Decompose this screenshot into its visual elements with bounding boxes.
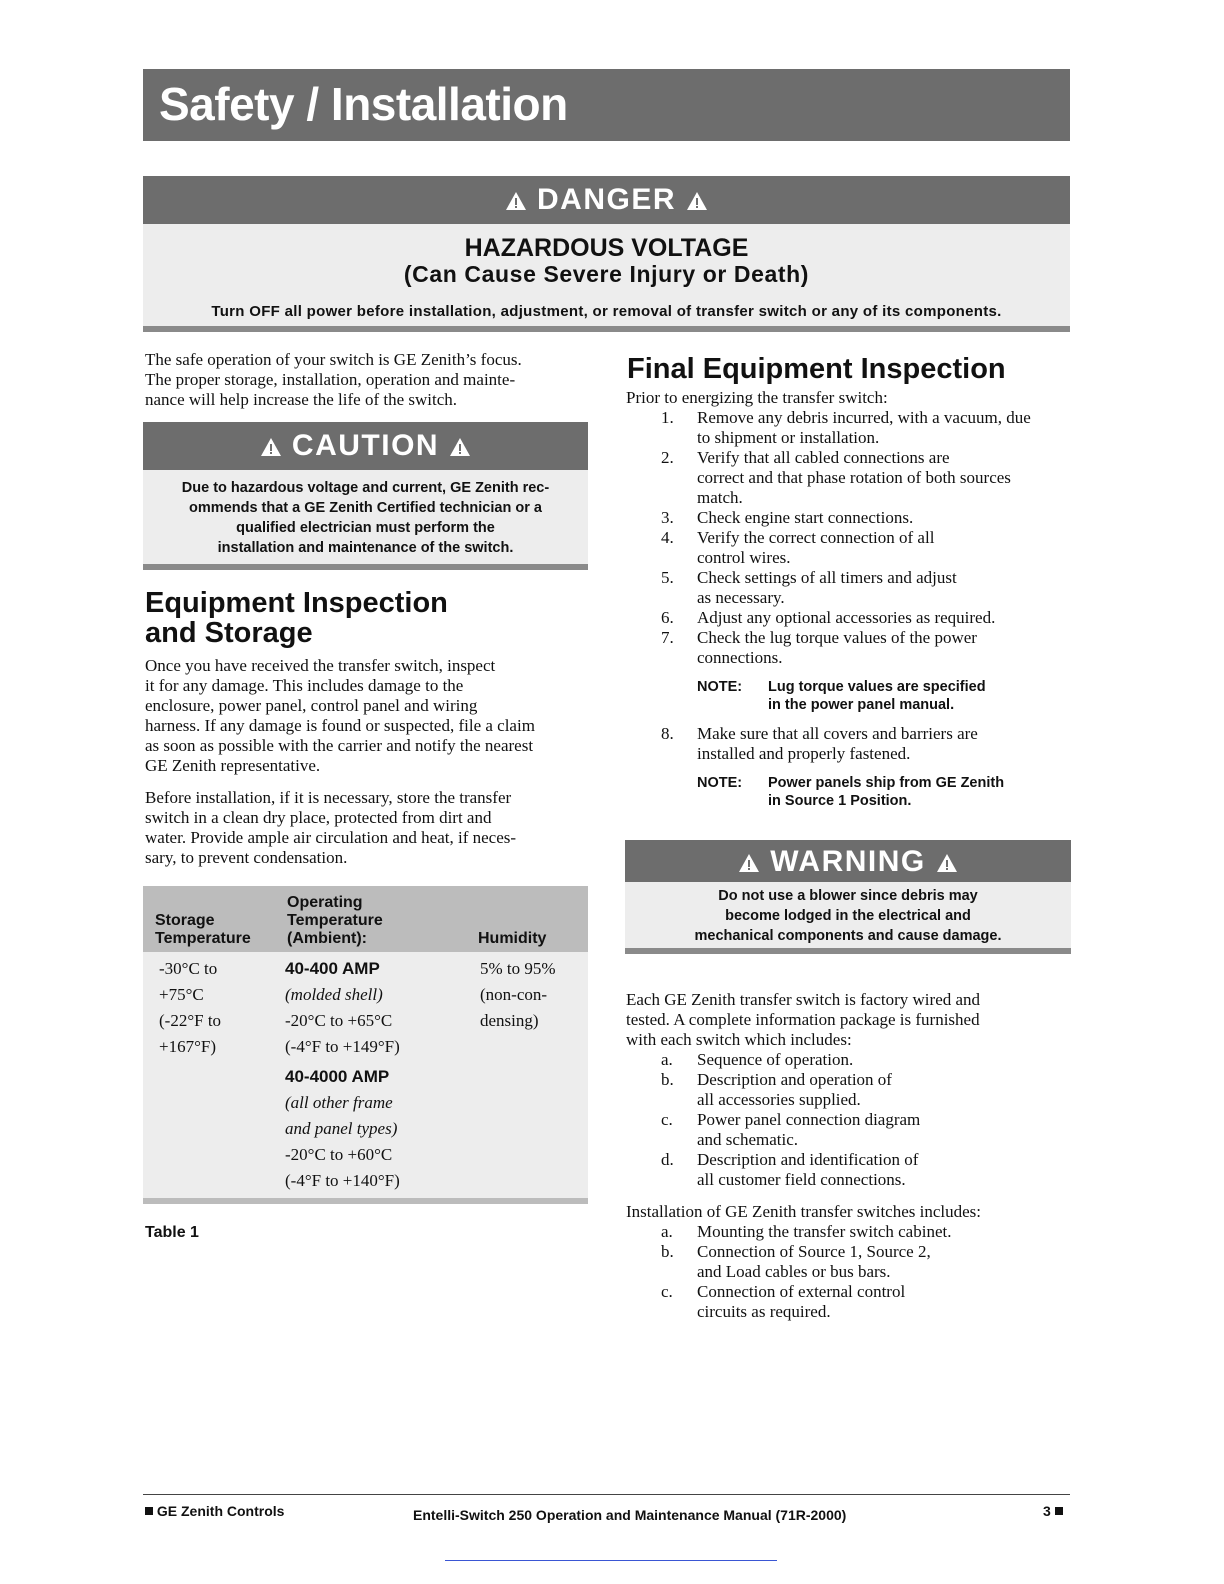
- right-column: [625, 350, 1071, 1322]
- list-item: 4. Verify the correct connection of all control wires.: [661, 528, 935, 567]
- list-item: 8. Make sure that all covers and barriers are installed and properly fastened.: [661, 724, 978, 763]
- warning-header: [625, 840, 1071, 882]
- caution-header: [143, 422, 588, 470]
- humidity-cell: 5% to 95% (non-con- densing): [480, 959, 556, 1030]
- warning-box: [625, 840, 1071, 954]
- header-operating: Operating Temperature (Ambient):: [287, 894, 383, 947]
- storage-cell: -30°C to +75°C (-22°F to +167°F): [159, 959, 222, 1056]
- footer-rule: [143, 1494, 1070, 1495]
- storage-table: [143, 886, 588, 1204]
- warning-triangle-icon: [260, 437, 282, 457]
- list-item: a. Sequence of operation.: [661, 1050, 854, 1069]
- final-heading: Final Equipment Inspection: [627, 353, 1006, 385]
- danger-line3: Turn OFF all power before installation, adjustment, or removal of transfer switch or any of its components.: [211, 303, 1002, 320]
- header-humidity: Humidity: [478, 930, 547, 947]
- footer-manual-title: Entelli-Switch 250 Operation and Maintenance Manual (71R-2000): [413, 1507, 847, 1523]
- left-column: [143, 350, 589, 1242]
- caution-heading: CAUTION: [291, 429, 440, 462]
- footer-company: GE Zenith Controls: [145, 1503, 284, 1519]
- table-body: [143, 952, 588, 1198]
- warning-triangle-icon: [449, 437, 471, 457]
- inspection-steps: [625, 408, 1071, 668]
- list-item: d. Description and identification of all customer field connections.: [661, 1150, 919, 1189]
- warning-body: Do not use a blower since debris may become lodged in the electrical and mechanical components and cause damage.: [625, 882, 1071, 954]
- factory-package-list: [625, 1050, 1071, 1190]
- warning-triangle-icon: [686, 191, 708, 211]
- table-header: [143, 886, 588, 952]
- bottom-link-underline: [445, 1560, 777, 1561]
- inspection-step-8: [625, 724, 1071, 764]
- list-item: 6. Adjust any optional accessories as required.: [661, 608, 996, 627]
- square-bullet-icon: [1055, 1507, 1063, 1515]
- danger-line2: (Can Cause Severe Injury or Death): [403, 261, 810, 287]
- list-item: 2. Verify that all cabled connections are correct and that phase rotation of both sources match.: [661, 448, 1011, 507]
- note-power-panels: NOTE: Power panels ship from GE Zenith in Source 1 Position.: [697, 775, 1005, 809]
- danger-box: [143, 176, 1070, 332]
- caution-box: [143, 422, 588, 570]
- table-caption: Table 1: [145, 1224, 199, 1241]
- list-item: 5. Check settings of all timers and adjust as necessary.: [661, 568, 957, 607]
- title-bar: [143, 69, 1070, 141]
- header-storage: Storage Temperature: [155, 912, 251, 947]
- installation-list: [625, 1222, 1071, 1322]
- caution-body: Due to hazardous voltage and current, GE Zenith rec- ommends that a GE Zenith Certified technician or a qualified electrician must perform the installation and maintenance of the switch.: [143, 470, 588, 570]
- danger-body: [143, 224, 1070, 332]
- warning-triangle-icon: [738, 853, 760, 873]
- list-item: b. Connection of Source 1, Source 2, and Load cables or bus bars.: [661, 1242, 931, 1281]
- footer-page-number: 3: [1043, 1503, 1063, 1519]
- list-item: c. Connection of external control circuits as required.: [661, 1282, 906, 1321]
- list-item: b. Description and operation of all accessories supplied.: [661, 1070, 892, 1109]
- final-intro: Prior to energizing the transfer switch:: [626, 388, 888, 407]
- list-item: a. Mounting the transfer switch cabinet.: [661, 1222, 952, 1241]
- list-item: 7. Check the lug torque values of the power connections.: [661, 628, 977, 667]
- equipment-paragraph-1: Once you have received the transfer switch, inspect it for any damage. This includes damage to the enclosure, power panel, control panel and wiring harness. If any damage is found or suspected, file a claim as soon as possible with the carrier and notify the nearest GE Zenith representative.: [145, 656, 535, 775]
- note-lug-torque: NOTE: Lug torque values are specified in the power panel manual.: [697, 679, 986, 713]
- equipment-paragraph-2: Before installation, if it is necessary, store the transfer switch in a clean dry place, protected from dirt and water. Provide ample air circulation and heat, if neces- sary, to prevent condensation.: [145, 788, 517, 867]
- square-bullet-icon: [145, 1507, 153, 1515]
- warning-triangle-icon: [505, 191, 527, 211]
- equipment-heading: Equipment Inspection and Storage: [145, 587, 448, 649]
- factory-intro: Each GE Zenith transfer switch is factory wired and tested. A complete information package is furnished with each switch which includes:: [626, 990, 981, 1049]
- warning-heading: WARNING: [770, 845, 926, 878]
- list-item: 1. Remove any debris incurred, with a vacuum, due to shipment or installation.: [661, 408, 1031, 447]
- danger-header: [143, 176, 1070, 224]
- installation-intro: Installation of GE Zenith transfer switches includes:: [626, 1202, 982, 1221]
- operating-cell: 40-400 AMP (molded shell) -20°C to +65°C (-4°F to +149°F) 40-4000 AMP (all other frame and panel types) -20°C to +60°C (-4°F to +140°F): [285, 959, 400, 1190]
- intro-paragraph: The safe operation of your switch is GE Zenith’s focus. The proper storage, installation, operation and mainte- nance will help increase the life of the switch.: [145, 350, 522, 409]
- page-title: Safety / Installation: [159, 78, 568, 130]
- danger-heading: DANGER: [536, 183, 676, 216]
- list-item: 3. Check engine start connections.: [661, 508, 914, 527]
- warning-triangle-icon: [936, 853, 958, 873]
- list-item: c. Power panel connection diagram and schematic.: [661, 1110, 921, 1149]
- danger-line1: HAZARDOUS VOLTAGE: [464, 234, 749, 262]
